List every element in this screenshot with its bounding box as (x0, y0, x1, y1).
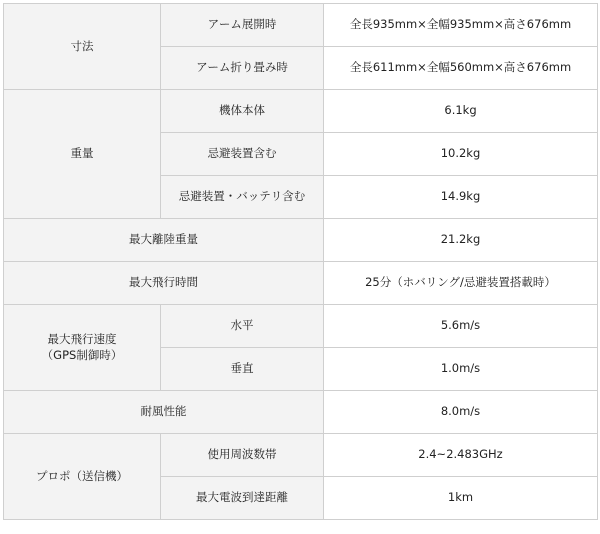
frequency-label: 使用周波数帯 (161, 434, 324, 477)
max-flight-time-label: 最大飛行時間 (4, 262, 324, 305)
weight-label: 重量 (4, 90, 161, 219)
propo-label: プロポ（送信機） (4, 434, 161, 520)
wind-resistance-label: 耐風性能 (4, 391, 324, 434)
table-row (4, 391, 598, 434)
range-value: 1km (324, 477, 598, 520)
table-row (4, 262, 598, 305)
table-row (4, 219, 598, 262)
horizontal-speed-value: 5.6m/s (324, 305, 598, 348)
frequency-value: 2.4~2.483GHz (324, 434, 598, 477)
evasion-weight-label: 忌避装置含む (161, 133, 324, 176)
arm-folded-value: 全長611mm×全幅560mm×高さ676mm (324, 47, 598, 90)
vertical-speed-value: 1.0m/s (324, 348, 598, 391)
dimensions-label: 寸法 (4, 4, 161, 90)
horizontal-speed-label: 水平 (161, 305, 324, 348)
evasion-battery-weight-label: 忌避装置・バッテリ含む (161, 176, 324, 219)
table-row (4, 434, 598, 477)
evasion-weight-value: 10.2kg (324, 133, 598, 176)
wind-resistance-value: 8.0m/s (324, 391, 598, 434)
spec-table (3, 3, 598, 520)
body-weight-label: 機体本体 (161, 90, 324, 133)
max-speed-label (4, 305, 161, 391)
table-row (4, 90, 598, 133)
max-takeoff-value: 21.2kg (324, 219, 598, 262)
max-takeoff-label: 最大離陸重量 (4, 219, 324, 262)
evasion-battery-weight-value: 14.9kg (324, 176, 598, 219)
table-row (4, 4, 598, 47)
body-weight-value: 6.1kg (324, 90, 598, 133)
max-speed-label-line1: 最大飛行速度 (47, 331, 117, 346)
max-flight-time-value: 25分（ホバリング/忌避装置搭載時） (324, 262, 598, 305)
vertical-speed-label: 垂直 (161, 348, 324, 391)
table-row (4, 305, 598, 348)
range-label: 最大電波到達距離 (161, 477, 324, 520)
max-speed-label-line2: （GPS制御時） (41, 347, 123, 362)
arm-open-label: アーム展開時 (161, 4, 324, 47)
arm-folded-label: アーム折り畳み時 (161, 47, 324, 90)
arm-open-value: 全長935mm×全幅935mm×高さ676mm (324, 4, 598, 47)
